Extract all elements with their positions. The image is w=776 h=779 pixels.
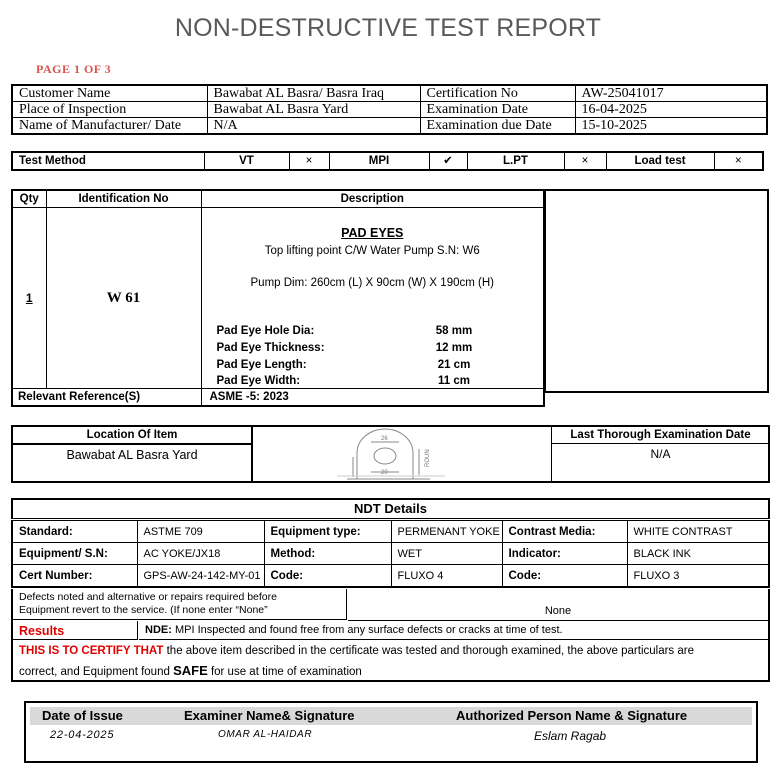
certification-no-value: AW-25041017 bbox=[575, 85, 767, 102]
customer-row bbox=[12, 102, 767, 118]
last-exam-value: N/A bbox=[551, 444, 769, 481]
nde-result bbox=[139, 621, 768, 640]
due-date-value: 15-10-2025 bbox=[575, 118, 767, 135]
ndt-value: PERMENANT YOKE bbox=[391, 521, 502, 543]
ndt-value: AC YOKE/JX18 bbox=[137, 543, 264, 565]
location-label: Location Of Item bbox=[13, 427, 253, 445]
spec-value: 11 cm bbox=[438, 375, 470, 387]
method-mpi-mark: ✔ bbox=[429, 152, 467, 170]
authorized-signature: Eslam Ragab bbox=[534, 729, 607, 743]
spec-label: Pad Eye Length: bbox=[216, 359, 307, 371]
drawing-dim-side: ROUN bbox=[425, 449, 431, 467]
ndt-label: Code: bbox=[264, 565, 391, 588]
certify-text: for use at time of examination bbox=[207, 666, 362, 678]
spec-label: Pad Eye Width: bbox=[216, 375, 301, 387]
examiner-signature: OMAR AL-HAIDAR bbox=[218, 729, 313, 740]
customer-table bbox=[11, 84, 768, 135]
results-label: Results bbox=[13, 621, 138, 640]
examiner-label: Examiner Name& Signature bbox=[184, 708, 355, 723]
method-load-test-mark: × bbox=[714, 152, 763, 170]
identification-value: W 61 bbox=[46, 208, 201, 389]
page-number: PAGE 1 OF 3 bbox=[36, 62, 112, 76]
drawing-dim-mid: 20 bbox=[381, 470, 388, 476]
ndt-value: BLACK INK bbox=[627, 543, 769, 565]
due-date-label: Examination due Date bbox=[420, 118, 575, 135]
manufacturer-value: N/A bbox=[207, 118, 420, 135]
qty-value: 1 bbox=[12, 208, 46, 389]
spec-value: 58 mm bbox=[435, 325, 473, 337]
exam-date-value: 16-04-2025 bbox=[575, 102, 767, 118]
method-mpi: MPI bbox=[329, 152, 429, 170]
report-title: NON-DESTRUCTIVE TEST REPORT bbox=[174, 14, 602, 42]
method-vt-mark: × bbox=[289, 152, 329, 170]
authorized-label: Authorized Person Name & Signature bbox=[456, 708, 688, 723]
pad-eye-drawing bbox=[335, 427, 455, 481]
ndt-label: Equipment type: bbox=[264, 521, 391, 543]
manufacturer-label: Name of Manufacturer/ Date bbox=[12, 118, 207, 135]
ndt-label: Cert Number: bbox=[12, 565, 137, 588]
results-block bbox=[11, 589, 770, 682]
customer-row bbox=[12, 118, 767, 135]
method-lpt-mark: × bbox=[564, 152, 606, 170]
blank-panel bbox=[545, 189, 769, 393]
defects-label-line: Equipment revert to the service. (If none enter “None” bbox=[19, 604, 268, 616]
description-header: Description bbox=[201, 190, 544, 208]
ndt-title: NDT Details bbox=[11, 498, 770, 519]
defects-label-line: Defects noted and alternative or repairs required before bbox=[19, 591, 277, 603]
ndt-table bbox=[11, 520, 770, 588]
customer-name-label: Customer Name bbox=[12, 85, 207, 102]
ndt-value: GPS-AW-24-142-MY-01 bbox=[137, 565, 264, 588]
certify-text: the above item described in the certificate was tested and thorough examined, the above particulars are bbox=[163, 645, 694, 657]
description-line-1: Top lifting point C/W Water Pump S.N: W6 bbox=[264, 245, 480, 257]
nde-text: MPI Inspected and found free from any surface defects or cracks at time of test. bbox=[174, 624, 563, 636]
test-method-label: Test Method bbox=[12, 152, 204, 170]
identification-header: Identification No bbox=[46, 190, 201, 208]
reference-label: Relevant Reference(S) bbox=[12, 389, 201, 407]
last-exam-label: Last Thorough Examination Date bbox=[551, 427, 769, 444]
certify-statement bbox=[19, 642, 764, 682]
certify-heading: THIS IS TO CERTIFY THAT bbox=[19, 645, 164, 657]
place-value: Bawabat AL Basra Yard bbox=[207, 102, 420, 118]
ndt-value: FLUXO 4 bbox=[391, 565, 502, 588]
certify-text: correct, and Equipment found bbox=[19, 666, 174, 678]
reference-value: ASME -5: 2023 bbox=[201, 389, 544, 407]
method-lpt: L.PT bbox=[467, 152, 564, 170]
nde-label: NDE: bbox=[145, 624, 172, 636]
ndt-label: Method: bbox=[264, 543, 391, 565]
ndt-value: WET bbox=[391, 543, 502, 565]
ndt-value: WHITE CONTRAST bbox=[627, 521, 769, 543]
spec-label: Pad Eye Hole Dia: bbox=[216, 325, 315, 337]
qty-header: Qty bbox=[12, 190, 46, 208]
ndt-value: FLUXO 3 bbox=[627, 565, 769, 588]
method-vt: VT bbox=[204, 152, 289, 170]
method-load-test: Load test bbox=[606, 152, 714, 170]
certification-no-label: Certification No bbox=[420, 85, 575, 102]
description-title: PAD EYES bbox=[341, 226, 404, 240]
description-line-2: Pump Dim: 260cm (L) X 90cm (W) X 190cm (H) bbox=[250, 277, 494, 289]
spec-value: 12 mm bbox=[435, 342, 473, 354]
drawing-dim-top: 26 bbox=[381, 436, 388, 442]
date-of-issue-value: 22-04-2025 bbox=[50, 729, 115, 741]
certify-safe: SAFE bbox=[173, 663, 208, 678]
defects-value: None bbox=[348, 589, 768, 621]
spec-value: 21 cm bbox=[437, 359, 471, 371]
customer-row bbox=[12, 85, 767, 102]
spec-label: Pad Eye Thickness: bbox=[216, 342, 325, 354]
customer-name-value: Bawabat AL Basra/ Basra Iraq bbox=[207, 85, 420, 102]
location-value: Bawabat AL Basra Yard bbox=[13, 445, 253, 481]
description-cell bbox=[201, 208, 544, 389]
ndt-label: Contrast Media: bbox=[502, 521, 627, 543]
ndt-value: ASTME 709 bbox=[137, 521, 264, 543]
ndt-label: Standard: bbox=[12, 521, 137, 543]
place-label: Place of Inspection bbox=[12, 102, 207, 118]
signature-block bbox=[24, 701, 758, 763]
ndt-label: Indicator: bbox=[502, 543, 627, 565]
item-table bbox=[11, 189, 545, 407]
location-block bbox=[11, 425, 770, 483]
ndt-label: Code: bbox=[502, 565, 627, 588]
ndt-label: Equipment/ S.N: bbox=[12, 543, 137, 565]
defects-label bbox=[13, 589, 347, 620]
test-method-table bbox=[11, 151, 764, 171]
date-of-issue-label: Date of Issue bbox=[42, 708, 123, 723]
exam-date-label: Examination Date bbox=[420, 102, 575, 118]
